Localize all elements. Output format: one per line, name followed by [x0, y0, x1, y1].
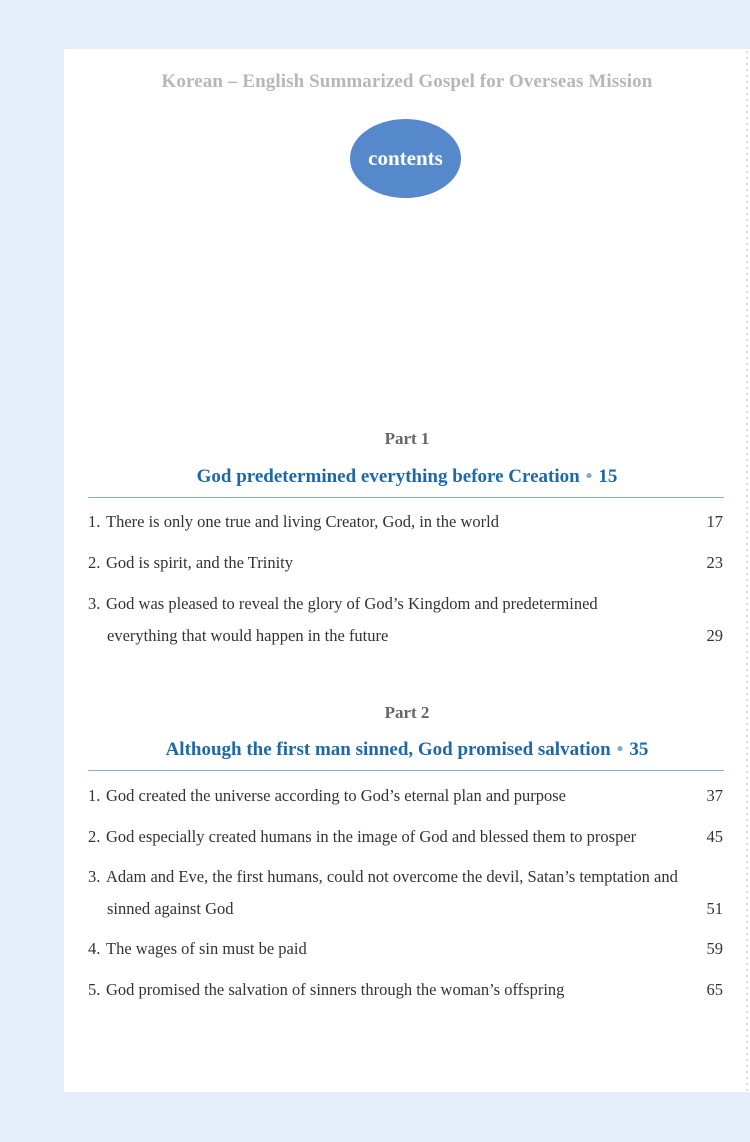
entry-number: 2. — [88, 827, 101, 846]
entry-number: 1. — [88, 512, 101, 531]
entry-number: 2. — [88, 553, 101, 572]
toc-entry-1-1[interactable] — [88, 506, 723, 538]
entry-title: God created the universe according to God’s eternal plan and purpose — [106, 786, 567, 805]
part-2-divider — [88, 770, 724, 771]
contents-badge: contents — [350, 119, 461, 198]
entry-title: God was pleased to reveal the glory of God’s Kingdom and predetermined — [106, 594, 598, 613]
entry-title: God promised the salvation of sinners through the woman’s offspring — [106, 980, 565, 999]
entry-number: 5. — [88, 980, 101, 999]
entry-page-number: 37 — [706, 786, 723, 805]
part-1-label: Part 1 — [384, 429, 430, 448]
part-2-title[interactable] — [64, 739, 750, 761]
entry-page-number: 59 — [706, 939, 723, 958]
toc-entry-1-2[interactable] — [88, 547, 723, 579]
entry-page-number: 51 — [706, 899, 723, 918]
entry-title: God especially created humans in the image of God and blessed them to prosper — [106, 827, 637, 846]
book-page — [64, 49, 750, 1092]
part-2-page: 35 — [629, 739, 649, 760]
part-1-page: 15 — [598, 466, 618, 487]
entry-number: 4. — [88, 939, 101, 958]
dotted-edge — [744, 49, 750, 1092]
entry-page-number: 65 — [706, 980, 723, 999]
bullet-icon: • — [585, 466, 593, 487]
entry-title: God is spirit, and the Trinity — [106, 553, 294, 572]
entry-number: 1. — [88, 786, 101, 805]
toc-entry-2-5[interactable] — [88, 974, 723, 1006]
entry-title-continued: sinned against God — [107, 899, 234, 918]
book-subtitle: Korean – English Summarized Gospel for Overseas Mission — [161, 71, 653, 92]
entry-title: Adam and Eve, the first humans, could not overcome the devil, Satan’s temptation and — [106, 867, 678, 886]
part-1-divider — [88, 497, 724, 498]
bullet-icon: • — [616, 739, 624, 760]
toc-entry-2-2[interactable] — [88, 821, 723, 853]
entry-number: 3. — [88, 594, 101, 613]
toc-entry-2-4[interactable] — [88, 933, 723, 965]
toc-entry-2-1[interactable] — [88, 780, 723, 812]
entry-number: 3. — [88, 867, 101, 886]
entry-page-number: 29 — [706, 626, 723, 645]
part-1-title-text: God predetermined everything before Creation — [196, 466, 580, 487]
part-2-title-text: Although the first man sinned, God promised salvation — [165, 739, 611, 760]
entry-page-number: 23 — [706, 553, 723, 572]
part-2-label: Part 2 — [384, 703, 430, 722]
entry-title: There is only one true and living Creator, God, in the world — [106, 512, 499, 531]
entry-title-continued: everything that would happen in the future — [107, 626, 389, 645]
toc-entry-1-3[interactable] — [88, 588, 723, 652]
entry-page-number: 45 — [706, 827, 723, 846]
part-1-title[interactable] — [64, 466, 750, 488]
toc-entry-2-3[interactable] — [88, 861, 723, 925]
entry-title: The wages of sin must be paid — [106, 939, 307, 958]
entry-page-number: 17 — [706, 512, 723, 531]
